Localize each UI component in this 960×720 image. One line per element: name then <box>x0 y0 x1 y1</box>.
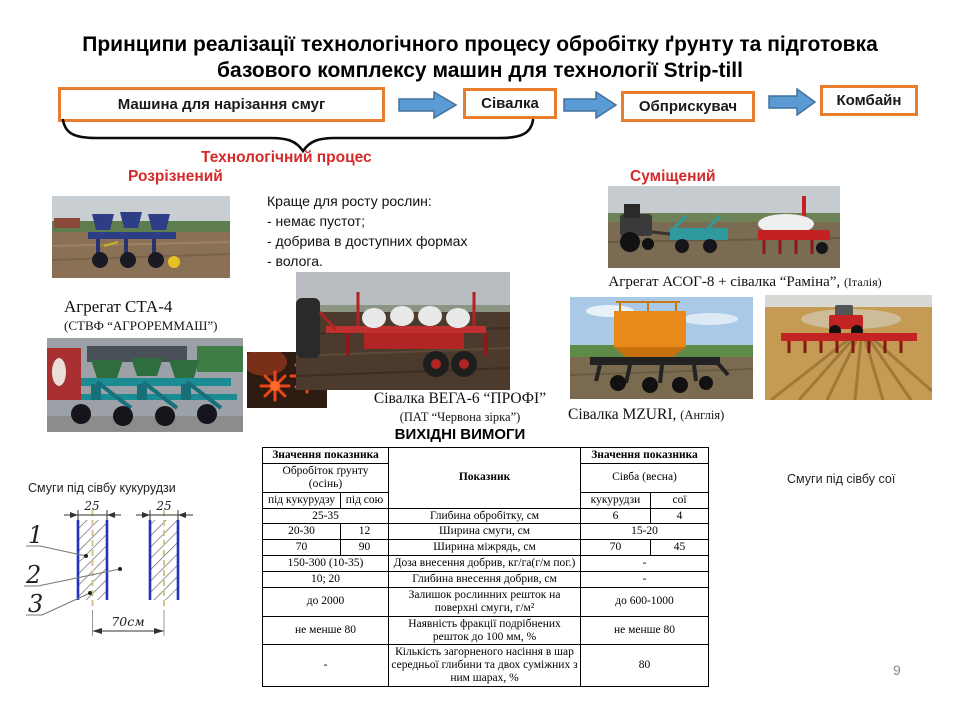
slide-title <box>0 32 960 84</box>
table-row <box>263 616 709 645</box>
cell: Ширина міжрядь, см <box>389 540 581 556</box>
cell: до 2000 <box>263 587 389 616</box>
flow-box-sprayer-label: Обприскувач <box>638 98 738 115</box>
cell: 80 <box>581 645 709 687</box>
header-soy-right: сої <box>651 492 709 508</box>
photo-vega6 <box>296 272 510 390</box>
cell: Залишок рослинних решток на поверхні смуги, г/м² <box>389 587 581 616</box>
separated-label: Розрізнений <box>128 168 223 185</box>
photo-strip-till-field <box>765 295 932 400</box>
header-corn-left: під кукурудзу <box>263 492 341 508</box>
header-param: Показник <box>389 448 581 509</box>
cell: 4 <box>651 508 709 524</box>
dim-label-bottom: 70см <box>111 614 145 629</box>
cell: 70 <box>581 540 651 556</box>
caption-asog <box>590 274 900 291</box>
header-value-right: Значення показника <box>581 448 709 464</box>
cell: 10; 20 <box>263 572 389 588</box>
header-corn-right: кукурудзи <box>581 492 651 508</box>
caption-asog-main: Агрегат АСОГ-8 + сівалка “Раміна”, <box>608 274 841 290</box>
cell: 15-20 <box>581 524 709 540</box>
cell: 90 <box>341 540 389 556</box>
cell: Наявність фракції подрібнених решток до 100 мм, % <box>389 616 581 645</box>
strip-label-3: 3 <box>28 590 44 618</box>
cell: 45 <box>651 540 709 556</box>
header-spring: Сівба (весна) <box>581 463 709 492</box>
flow-arrow-icon <box>563 91 618 119</box>
header-soy-left: під сою <box>341 492 389 508</box>
process-label: Технологічний процес <box>201 149 372 166</box>
soy-strips-note: Смуги під сівбу сої <box>787 472 896 486</box>
cell: до 600-1000 <box>581 587 709 616</box>
header-value-left: Значення показника <box>263 448 389 464</box>
photo-sta4-lineup <box>47 338 243 432</box>
cell: 12 <box>341 524 389 540</box>
cell: не менше 80 <box>581 616 709 645</box>
flow-arrow-icon <box>768 88 817 116</box>
caption-vega-sub: (ПАТ “Червона зірка”) <box>399 410 521 424</box>
strip-diagram <box>18 498 238 656</box>
cell: Глибина обробітку, см <box>389 508 581 524</box>
caption-mzuri-main: Сівалка MZURI, <box>568 406 677 423</box>
flow-box-strip-cutter-label: Машина для нарізання смуг <box>117 96 326 113</box>
caption-sta4: Агрегат СТА-4 <box>64 297 173 316</box>
caption-asog-country: (Італія) <box>843 275 882 289</box>
cell: Глибина внесення добрив, см <box>389 572 581 588</box>
cell: 6 <box>581 508 651 524</box>
slide-title-line2: базового комплексу машин для технології Strip-till <box>217 59 743 82</box>
photo-mzuri <box>570 297 753 399</box>
table-row <box>263 587 709 616</box>
diagram-title: Смуги під сівбу кукурудзи <box>28 481 176 495</box>
header-autumn: Обробіток ґрунту (осінь) <box>263 463 389 492</box>
benefits-title: Краще для росту рослин: <box>267 193 432 209</box>
page-number: 9 <box>893 662 901 678</box>
flow-box-combine-label: Комбайн <box>836 92 902 109</box>
benefits-item: - добрива в доступних формах <box>267 233 468 249</box>
benefits-item: - волога. <box>267 253 323 269</box>
requirements-title: ВИХІДНІ ВИМОГИ <box>394 426 526 443</box>
flow-box-seeder <box>463 88 557 119</box>
flow-box-sprayer <box>621 91 755 122</box>
caption-vega: Сівалка ВЕГА-6 “ПРОФІ” <box>373 390 547 407</box>
flow-box-strip-cutter <box>58 87 385 122</box>
cell: Кількість загорненого насіння в шар середньої глибини та двох суміжних з ним шарах, % <box>389 645 581 687</box>
table-row <box>263 556 709 572</box>
combined-label: Суміщений <box>630 168 716 185</box>
cell: - <box>581 556 709 572</box>
table-row <box>263 645 709 687</box>
flow-arrow-icon <box>398 91 458 119</box>
table-header-row <box>263 448 709 464</box>
cell: - <box>581 572 709 588</box>
slide-title-line1: Принципи реалізації технологічного процесу обробітку ґрунту та підготовка <box>82 33 878 56</box>
cell: 25-35 <box>263 508 389 524</box>
strip-label-1: 1 <box>28 521 44 549</box>
cell: 150-300 (10-35) <box>263 556 389 572</box>
cell: - <box>263 645 389 687</box>
table-row <box>263 572 709 588</box>
caption-mzuri-country: (Англія) <box>680 408 725 422</box>
photo-asog8 <box>608 186 840 268</box>
cell: не менше 80 <box>263 616 389 645</box>
caption-mzuri <box>568 406 724 424</box>
table-row <box>263 540 709 556</box>
benefits-list <box>267 191 507 271</box>
cell: Доза внесення добрив, кг/га(г/м пог.) <box>389 556 581 572</box>
dim-label-right: 25 <box>156 499 172 513</box>
table-row <box>263 508 709 524</box>
caption-sta4-sub: (СТВФ “АГРОРЕММАШ”) <box>64 318 218 333</box>
flow-box-combine <box>820 85 918 116</box>
flow-box-seeder-label: Сівалка <box>481 95 539 112</box>
benefits-item: - немає пустот; <box>267 213 365 229</box>
table-row <box>263 524 709 540</box>
cell: 20-30 <box>263 524 341 540</box>
cell: Ширина смуги, см <box>389 524 581 540</box>
photo-sta4-field <box>52 196 230 278</box>
cell: 70 <box>263 540 341 556</box>
dim-label-left: 25 <box>84 499 100 513</box>
requirements-table <box>262 447 709 687</box>
strip-label-2: 2 <box>26 561 42 589</box>
